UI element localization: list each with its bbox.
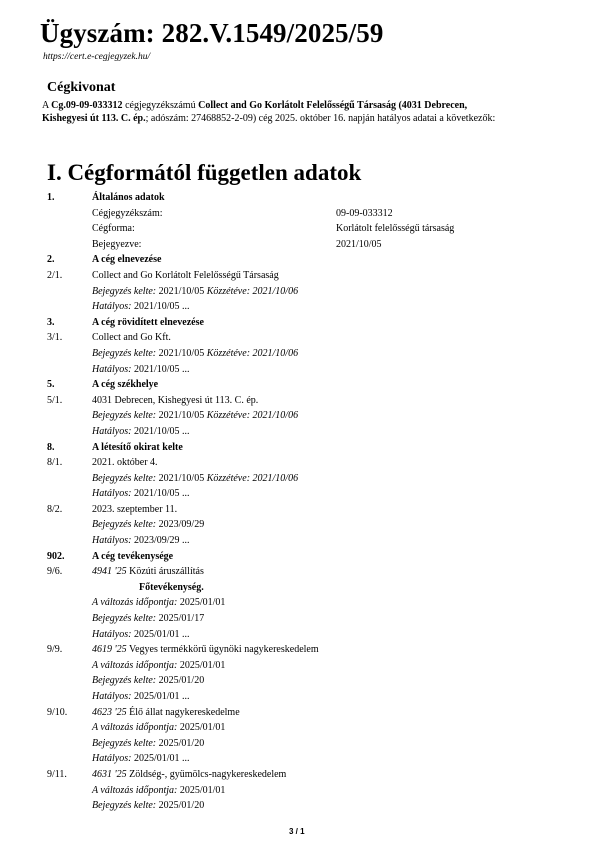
entry-value: 2023. szeptember 11. — [92, 503, 178, 515]
entry-row — [0, 502, 600, 518]
intro-line-2 — [42, 112, 495, 125]
entry-value: Vegyes termékkörű ügynöki nagykereskedelem — [126, 644, 319, 656]
entry-row — [0, 330, 600, 346]
entry-value: A létesítő okirat kelte — [92, 441, 183, 453]
entry-row — [0, 206, 600, 222]
entry-value: A cég tevékenysége — [92, 550, 174, 562]
entry-value: 2021/10/05 — [156, 347, 207, 359]
entry-text — [92, 424, 190, 440]
entry-number: 3/1. — [47, 332, 63, 344]
entry-number: 1. — [47, 192, 55, 203]
source-url: https://cert.e-cegjegyzek.hu/ — [43, 52, 151, 62]
entry-label: Hatályos: — [92, 691, 132, 702]
entry-group-header — [0, 377, 600, 393]
entry-row — [0, 720, 600, 736]
entry-row — [0, 471, 600, 487]
entry-value: Élő állat nagykereskedelme — [126, 706, 240, 718]
entry-number: 5. — [47, 379, 55, 391]
entry-value: A cég elnevezése — [92, 254, 162, 266]
entry-text — [92, 190, 165, 206]
intro-company-name: Collect and Go Korlátolt Felelősségű Társaság (4031 Debrecen, — [198, 100, 468, 111]
entry-number: 8/2. — [47, 503, 63, 515]
entry-row — [0, 689, 600, 705]
entry-group-header — [0, 549, 600, 565]
entry-value: A cég rövidített elnevezése — [92, 316, 204, 328]
entry-label: A változás időpontja: — [92, 597, 178, 609]
intro-address: Kishegyesi út 113. C. ép. — [42, 113, 146, 124]
entry-label: Hatályos: — [92, 301, 132, 313]
intro-line-1 — [42, 99, 467, 112]
entry-row — [0, 673, 600, 689]
entry-row — [0, 798, 600, 814]
entry-label: Hatályos: — [92, 535, 132, 547]
entry-number: 9/11. — [47, 768, 67, 780]
entry-row — [0, 564, 600, 580]
extract-heading: Cégkivonat — [47, 80, 116, 95]
entry-value: 2021/10/05 ... — [131, 301, 190, 313]
entry-label: Hatályos: — [92, 753, 132, 765]
entry-text — [92, 549, 173, 565]
entry-value: 2025/01/17 — [156, 613, 205, 625]
entry-label: Hatályos: — [92, 363, 132, 375]
entry-value: 2021/10/06 — [250, 410, 299, 422]
entry-row — [0, 736, 600, 752]
entry-number: 9/6. — [47, 566, 63, 578]
entry-text — [92, 502, 177, 518]
entry-text — [92, 705, 240, 721]
entry-text — [92, 362, 190, 378]
entry-row — [0, 486, 600, 502]
entry-text — [92, 486, 190, 502]
entry-value: Közúti áruszállítás — [126, 566, 204, 578]
entry-row — [0, 408, 600, 424]
entry-value: 2021/10/05 — [156, 285, 207, 297]
entry-text — [92, 237, 141, 253]
entry-row — [0, 424, 600, 440]
entry-value: 2021/10/06 — [250, 347, 299, 359]
entry-text — [92, 393, 258, 409]
entry-value: 2025/01/01 — [177, 597, 226, 609]
entry-row — [0, 346, 600, 362]
intro-text: A — [42, 100, 52, 111]
entry-label: Bejegyzés kelte: — [92, 410, 157, 422]
entry-text — [139, 580, 204, 596]
entry-field-value: Korlátolt felelősségű társaság — [336, 223, 455, 235]
entry-label: Bejegyzés kelte: — [92, 800, 157, 812]
entry-label: Bejegyzés kelte: — [92, 675, 157, 687]
entry-label: Bejegyzés kelte: — [92, 347, 157, 359]
entry-text — [92, 517, 204, 533]
entry-text — [92, 611, 204, 627]
entry-row — [0, 393, 600, 409]
entry-value: Általános adatok — [92, 192, 165, 203]
entry-text — [92, 206, 163, 222]
entry-label: Bejegyzés kelte: — [92, 472, 157, 484]
entry-label: Bejegyzés kelte: — [92, 519, 157, 531]
entry-row — [0, 705, 600, 721]
entry-text — [92, 627, 190, 643]
entry-value: 2025/01/01 ... — [131, 691, 190, 702]
entry-label: Közzétéve: — [206, 347, 251, 359]
entry-text — [92, 658, 225, 674]
entry-row — [0, 517, 600, 533]
entry-group-header — [0, 190, 600, 206]
entry-value: 2021/10/05 ... — [131, 488, 190, 500]
entry-label: Hatályos: — [92, 628, 132, 640]
entry-group-header — [0, 440, 600, 456]
entry-value: 2021/10/05 — [156, 472, 207, 484]
entry-value: A cég székhelye — [92, 379, 159, 391]
entry-row — [0, 268, 600, 284]
entry-text — [92, 252, 161, 268]
entry-value: 2021/10/05 — [156, 410, 207, 422]
entry-value: 2025/01/20 — [156, 737, 205, 749]
entry-value: 2021/10/05 ... — [131, 425, 190, 437]
entry-value: 2023/09/29 ... — [131, 535, 190, 547]
entry-field-value: 2021/10/05 — [336, 238, 382, 250]
entry-text — [92, 268, 279, 284]
entry-label: Közzétéve: — [206, 472, 251, 484]
entry-text — [92, 751, 190, 767]
entry-value: 2025/01/01 — [177, 784, 226, 796]
entry-text — [92, 689, 190, 705]
entry-number: 2. — [47, 254, 55, 266]
entry-row — [0, 237, 600, 253]
entry-label: Hatályos: — [92, 425, 132, 437]
entry-text — [92, 767, 286, 783]
entry-row — [0, 580, 600, 596]
entry-label: A változás időpontja: — [92, 722, 178, 734]
entry-row — [0, 658, 600, 674]
entry-text — [92, 798, 204, 814]
entry-row — [0, 611, 600, 627]
entry-label: A változás időpontja: — [92, 784, 178, 796]
entry-row — [0, 299, 600, 315]
entry-label: Hatályos: — [92, 488, 132, 500]
entry-text — [92, 346, 298, 362]
entry-number: 902. — [47, 550, 65, 562]
entry-number: 9/9. — [47, 644, 63, 656]
entry-value: Collect and Go Kft. — [92, 332, 171, 344]
case-number-title: Ügyszám: 282.V.1549/2025/59 — [40, 18, 384, 48]
entry-row — [0, 751, 600, 767]
entry-value: 4031 Debrecen, Kishegyesi út 113. C. ép. — [92, 394, 259, 406]
entry-row — [0, 284, 600, 300]
entry-text — [92, 299, 190, 315]
entry-label: A változás időpontja: — [92, 659, 178, 671]
entry-text — [92, 736, 204, 752]
entry-number: 9/10. — [47, 706, 68, 718]
entry-text — [92, 315, 204, 331]
entry-value: 2021. október 4. — [92, 457, 158, 469]
entry-text — [92, 673, 204, 689]
entry-value: Cégforma: — [92, 223, 135, 235]
entry-label: 4631 '25 — [92, 768, 127, 780]
register-entries — [0, 190, 600, 814]
entry-row — [0, 642, 600, 658]
intro-registry-number: Cg.09-09-033312 — [51, 100, 123, 111]
entry-row — [0, 783, 600, 799]
entry-value: Főtevékenység. — [139, 581, 204, 593]
entry-row — [0, 533, 600, 549]
entry-text — [92, 595, 225, 611]
entry-value: 2025/01/01 — [177, 722, 226, 734]
entry-value: 2025/01/20 — [156, 675, 205, 687]
entry-label: Bejegyzés kelte: — [92, 613, 157, 625]
entry-text — [92, 533, 190, 549]
entry-row — [0, 455, 600, 471]
entry-value: 2025/01/20 — [156, 800, 205, 812]
entry-label: Közzétéve: — [206, 285, 251, 297]
entry-value: 2025/01/01 ... — [131, 628, 190, 640]
entry-text — [92, 720, 225, 736]
entry-text — [92, 330, 171, 346]
intro-text: cégjegyzékszámú — [122, 100, 199, 111]
entry-value: Zöldség-, gyümölcs-nagykereskedelem — [126, 768, 287, 780]
entry-value: 2023/09/29 — [156, 519, 205, 531]
entry-number: 2/1. — [47, 269, 63, 281]
entry-label: Bejegyzés kelte: — [92, 285, 157, 297]
entry-label: 4941 '25 — [92, 566, 127, 578]
entry-group-header — [0, 315, 600, 331]
entry-row — [0, 627, 600, 643]
entry-number: 8. — [47, 441, 55, 453]
entry-group-header — [0, 252, 600, 268]
entry-value: 2021/10/05 ... — [131, 363, 190, 375]
entry-value: 2025/01/01 ... — [131, 753, 190, 765]
entry-text — [92, 408, 298, 424]
entry-text — [92, 440, 183, 456]
intro-text: ; adószám: 27468852-2-09) cég 2025. október 16. napján hatályos adatai a következők: — [145, 113, 496, 124]
entry-label: 4623 '25 — [92, 706, 127, 718]
entry-label: Közzétéve: — [206, 410, 251, 422]
entry-text — [92, 221, 135, 237]
entry-value: Cégjegyzékszám: — [92, 207, 163, 219]
entry-text — [92, 471, 298, 487]
entry-row — [0, 221, 600, 237]
entry-text — [92, 377, 158, 393]
entry-number: 5/1. — [47, 394, 63, 406]
entry-number: 8/1. — [47, 457, 63, 469]
entry-number: 3. — [47, 316, 55, 328]
entry-text — [92, 642, 319, 658]
entry-row — [0, 595, 600, 611]
entry-text — [92, 564, 204, 580]
entry-row — [0, 362, 600, 378]
entry-value: 2025/01/01 — [177, 659, 226, 671]
section-title: I. Cégformától független adatok — [47, 160, 362, 185]
entry-row — [0, 767, 600, 783]
entry-label: 4619 '25 — [92, 644, 127, 656]
entry-field-value: 09-09-033312 — [336, 207, 393, 219]
entry-value: 2021/10/06 — [250, 472, 299, 484]
entry-value: Bejegyezve: — [92, 238, 142, 250]
entry-text — [92, 783, 225, 799]
entry-text — [92, 455, 158, 471]
entry-label: Bejegyzés kelte: — [92, 737, 157, 749]
entry-value: 2021/10/06 — [250, 285, 299, 297]
page-number: 3 / 1 — [289, 827, 305, 836]
entry-value: Collect and Go Korlátolt Felelősségű Társaság — [92, 269, 279, 281]
entry-text — [92, 284, 298, 300]
